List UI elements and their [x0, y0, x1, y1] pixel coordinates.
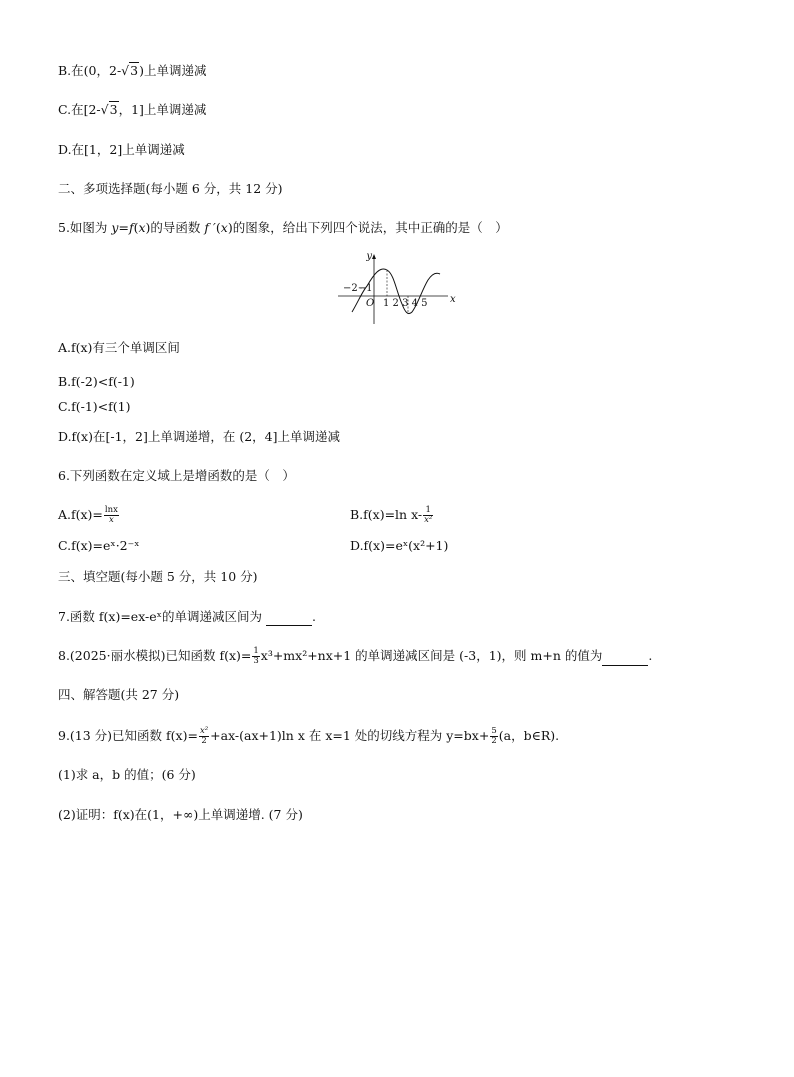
q5-option-b: B.f(-2)<f(-1) — [58, 374, 135, 389]
origin-label: O — [366, 298, 375, 309]
q6-option-a: A.f(x)= $\frac{\ln x}{x}$ — [58, 505, 118, 525]
q5-option-c: C.f(-1)<f(1) — [58, 399, 131, 414]
q9-part-2: (2)证明：f(x)在(1，+∞)上单调递增. (7 分) — [58, 807, 303, 822]
x-axis-label: x — [450, 294, 456, 305]
q5-option-a: A.f(x)有三个单调区间 — [58, 340, 180, 355]
section-heading-2: 二、多项选择题(每小题 6 分，共 12 分) — [58, 181, 283, 196]
section-heading-3: 三、填空题(每小题 5 分，共 10 分) — [58, 569, 258, 584]
q9-part-1: (1)求 a，b 的值；(6 分) — [58, 767, 196, 782]
sqrt-symbol: √3 — [121, 63, 139, 78]
q8-stem: 8.(2025·丽水模拟)已知函数 f(x)= $\frac{1}{3}$ x³+mx²+nx+1 的单调递减区间是 (-3，1)，则 m+n 的值为 . — [58, 646, 653, 666]
positive-tick-labels: 1 2 3 4 5 — [383, 298, 428, 309]
fraction: $\frac{1}{3}$ — [253, 646, 259, 666]
q4-option-d: D.在[1，2]上单调递减 — [58, 142, 185, 157]
q4-option-c: C.在[2-√3，1]上单调递减 — [58, 102, 207, 117]
derivative-graph — [336, 250, 462, 326]
q6-option-c: C.f(x)=eˣ·2⁻ˣ — [58, 538, 140, 553]
q5-option-d: D.f(x)在[-1，2]上单调递增，在 (2，4]上单调递减 — [58, 429, 340, 444]
answer-blank[interactable] — [602, 653, 648, 666]
y-axis-label: y — [366, 251, 372, 262]
q7-stem: 7.函数 f(x)=ex-eˣ的单调递减区间为 . — [58, 609, 316, 624]
q6-option-b: B.f(x)=ln x- $\frac{1}{\text{x²}}$ — [350, 505, 433, 525]
sqrt-symbol: √3 — [100, 102, 118, 117]
fraction: $\frac{\text{x²}}{2}$ — [199, 726, 209, 746]
q5-stem: 5.如图为 y=f(x)的导函数 f ′(x)的图象，给出下列四个说法，其中正确的是（ ） — [58, 220, 508, 235]
fraction: $\frac{5}{2}$ — [491, 726, 497, 746]
q6-option-d: D.f(x)=eˣ(x²+1) — [350, 538, 449, 553]
q6-stem: 6.下列函数在定义域上是增函数的是（ ） — [58, 468, 295, 483]
answer-blank[interactable] — [266, 613, 312, 626]
q9-stem: 9.(13 分)已知函数 f(x)= $\frac{\text{x²}}{2}$ +ax-(ax+1)ln x 在 x=1 处的切线方程为 y=bx+ $\frac{5}{2}$ (a，b∈R). — [58, 726, 560, 746]
fraction: $\frac{1}{\text{x²}}$ — [424, 505, 433, 525]
fraction: $\frac{\ln x}{x}$ — [104, 505, 118, 525]
negative-tick-labels: −2−1 — [343, 283, 373, 294]
y-axis-arrow — [372, 254, 376, 259]
section-heading-4: 四、解答题(共 27 分) — [58, 687, 180, 702]
q4-option-b: B.在(0，2-√3)上单调递减 — [58, 63, 207, 78]
